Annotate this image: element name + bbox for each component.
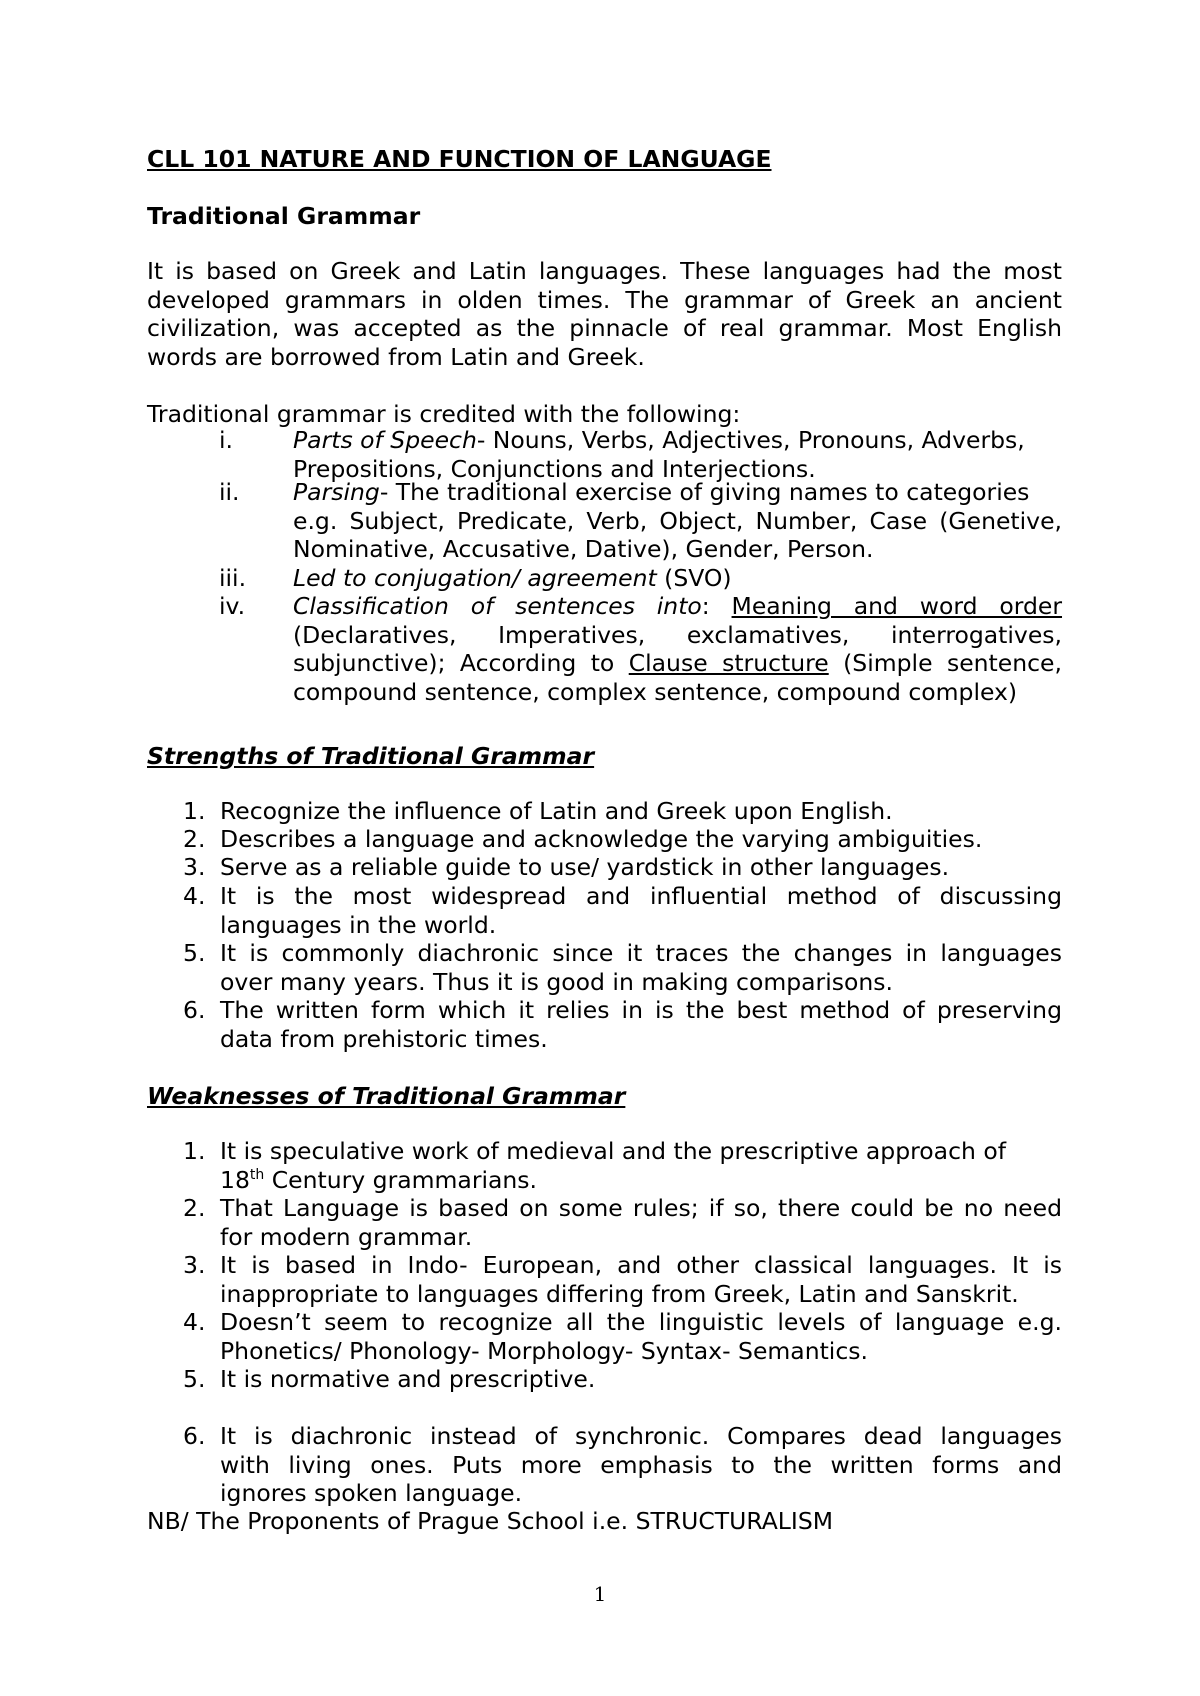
list-number: iv. xyxy=(219,592,246,620)
list-item-line: with living ones. Puts more emphasis to the written forms and xyxy=(220,1450,1062,1479)
list-number: 1. xyxy=(183,1137,206,1165)
list-number: 5. xyxy=(183,1365,206,1393)
list-item-line: It is the most widespread and influential method of discussing xyxy=(220,882,1062,910)
list-item-line: Phonetics/ Phonology- Morphology- Syntax- Semantics. xyxy=(220,1336,868,1365)
underlined-term: Clause structure xyxy=(628,649,829,677)
nb-note: NB/ The Proponents of Prague School i.e. STRUCTURALISM xyxy=(147,1507,834,1535)
list-number: 2. xyxy=(183,825,206,853)
list-item-line: It is normative and prescriptive. xyxy=(220,1365,596,1393)
list-item-line: That Language is based on some rules; if so, there could be no need xyxy=(220,1194,1062,1222)
list-number: 3. xyxy=(183,1251,206,1279)
section-heading-traditional-grammar: Traditional Grammar xyxy=(147,202,421,230)
list-number: 2. xyxy=(183,1194,206,1222)
list-number: 4. xyxy=(183,1308,206,1336)
list-number: ii. xyxy=(219,478,240,506)
list-item-line: The written form which it relies in is the best method of preserving xyxy=(220,996,1062,1024)
list-item-line: Doesn’t seem to recognize all the linguistic levels of language e.g. xyxy=(220,1308,1062,1336)
credited-intro: Traditional grammar is credited with the following: xyxy=(147,400,741,428)
list-item-line: inappropriate to languages differing from Greek, Latin and Sanskrit. xyxy=(220,1279,1019,1308)
intro-paragraph xyxy=(147,257,1062,371)
intro-line: words are borrowed from Latin and Greek. xyxy=(147,342,645,371)
intro-line: It is based on Greek and Latin languages. These languages had the most xyxy=(147,257,1062,285)
list-number: 3. xyxy=(183,853,206,881)
list-number: 6. xyxy=(183,1422,206,1450)
list-number: 6. xyxy=(183,996,206,1024)
list-item-line: It is based in Indo- European, and other classical languages. It is xyxy=(220,1251,1062,1279)
list-number: i. xyxy=(219,426,233,454)
list-number: 1. xyxy=(183,797,206,825)
list-number: 5. xyxy=(183,939,206,967)
list-item-line: Serve as a reliable guide to use/ yardstick in other languages. xyxy=(220,853,950,881)
list-item-line: Describes a language and acknowledge the varying ambiguities. xyxy=(220,825,983,853)
weaknesses-heading: Weaknesses of Traditional Grammar xyxy=(147,1082,626,1110)
intro-line: civilization, was accepted as the pinnacle of real grammar. Most English xyxy=(147,314,1062,342)
list-number: iii. xyxy=(219,564,247,592)
credit-label: Parts of Speech xyxy=(293,426,477,454)
page-number: 1 xyxy=(593,1582,607,1606)
document-title: CLL 101 NATURE AND FUNCTION OF LANGUAGE xyxy=(147,145,772,173)
credit-label: Parsing xyxy=(293,478,380,506)
intro-line: developed grammars in olden times. The grammar of Greek an ancient xyxy=(147,285,1062,314)
credit-label: Classification of sentences into xyxy=(293,592,702,620)
credit-label: Led to conjugation/ agreement xyxy=(293,564,657,592)
strengths-heading: Strengths of Traditional Grammar xyxy=(147,742,595,770)
list-item-line: It is diachronic instead of synchronic. Compares dead languages xyxy=(220,1422,1062,1450)
list-item-line: It is commonly diachronic since it traces the changes in languages xyxy=(220,939,1062,967)
underlined-term: Meaning and word order xyxy=(731,592,1063,620)
list-number: 4. xyxy=(183,882,206,910)
list-item-line: for modern grammar. xyxy=(220,1222,473,1251)
list-item-line: languages in the world. xyxy=(220,910,497,939)
list-item-line: ignores spoken language. xyxy=(220,1479,523,1507)
list-item-line: Recognize the influence of Latin and Greek upon English. xyxy=(220,797,893,825)
list-item-line: data from prehistoric times. xyxy=(220,1024,548,1053)
list-item-line: over many years. Thus it is good in making comparisons. xyxy=(220,967,893,996)
